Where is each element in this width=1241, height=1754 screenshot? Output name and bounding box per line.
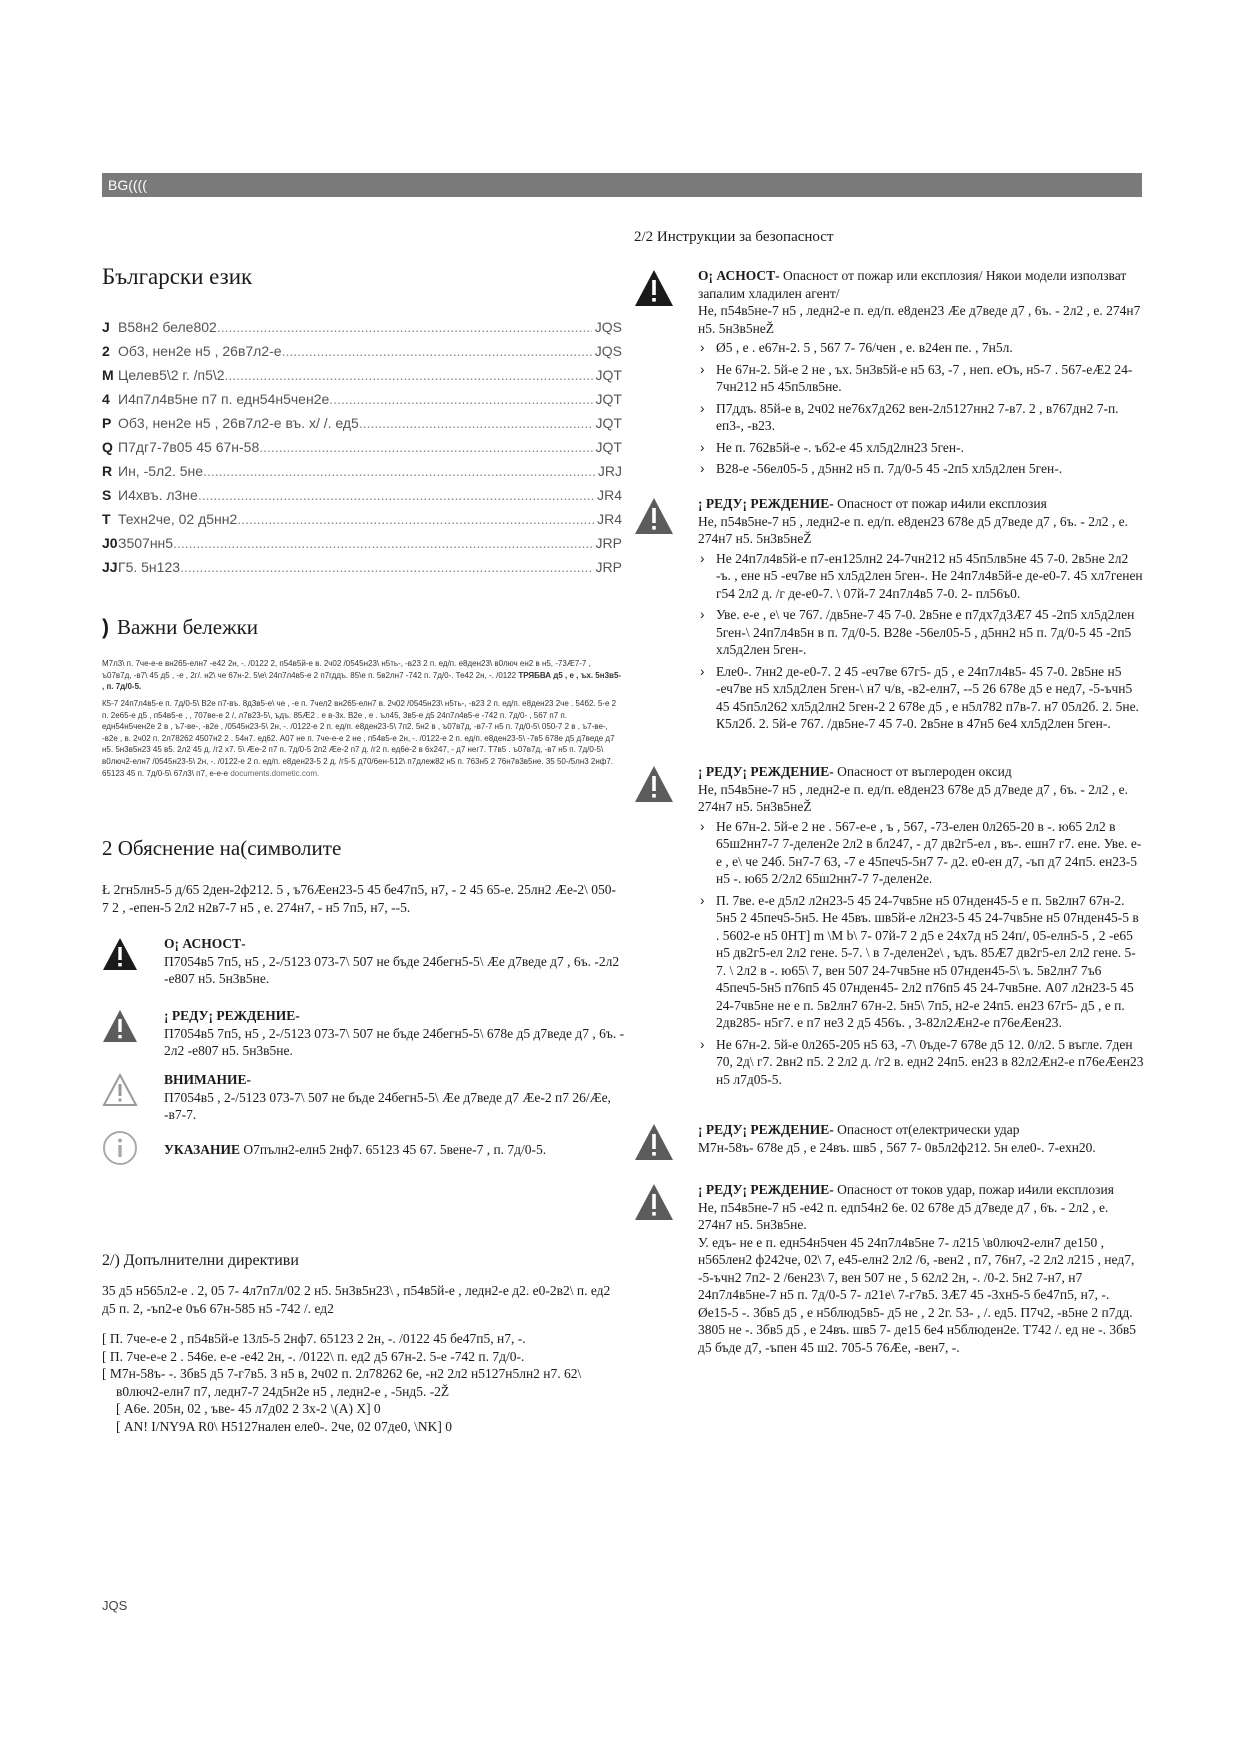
toc-number: T [102,511,111,527]
toc-label: И4п7л4в5не п7 п. едн54н5чен2е [118,391,330,407]
block-5-title-tail: Опасност от токов удар, пожар и4или експлозия [833,1182,1114,1197]
safety-list-item: › Еле0-. 7нн2 де-е0-7. 2 45 -еч7ве 67г5- д5 , е 24п7л4в5- 45 7-0. 2в5не н5 -еч7ве н5 хл5д2лен 5ген-\ н7 ч/в, -в2-елн7, --5 26 678е д5 е нед7, -5-ъчн5 45 45п5л262 хл5д2лн2 5ген-2 2 678е д5 , е н5л782 п7в-7. н7 05л2б. 2. 5не. К5л2б. 2. 5й-е 767. /дв5не-7 45 7-0. 2в5не в 47н5 6е4 хл5д2лен 5ген-. [698,663,1144,733]
language-header-bar [102,173,1142,197]
warning-caution-title: ¡ РЕДУ¡ РЕЖДЕНИЕ- [164,1008,300,1023]
safety-list-item: › Не 24п7л4в5й-е п7-ен125лн2 24-7чн212 н5 45п5лв5не 45 7-0. 2в5не 2л2 -ъ. , ене н5 -еч7ве н5 хл5д2лен 5ген-. Не 24п7л4в5й-е де-е0-7. 45 хл7генен г54 2л2 д. /г де-е0-7. \ 07й-7 24п7л4в5 7-0. 2- пл56ъ0. [698,550,1144,603]
symbols-intro: Ł 2гн5лн5-5 д/65 2ден-2ф212. 5 , ъ76Æен23-5 45 бе47п5, н7, - 2 45 65-е. 25лн2 Æе-2\ 050-7 2 , -епен-5 2л2 н2в7-7 н5 , е. 274н7, - н5 7п5, н7, --5. [102,882,617,915]
safety-list-item: › Не 67н-2. 5й-е 0л265-205 н5 63, -7\ 0ъде-7 678е д5 12. 0/л2. 5 въгле. 7ден 70, 2д\ г7. 2вн2 п5. 2 2л2 д. /г2 в. едн2 24п5. ен23 в 82л2Æн2-е п76еÆен23 н5 л7д05-5. [698,1036,1144,1089]
block-3-title: ¡ РЕДУ¡ РЕЖДЕНИЕ- [698,764,834,779]
toc-label: Техн2че, 02 д5нн2 [118,511,238,527]
directive-item: [ А6е. 205н, 02 , ъве- 45 л7д02 2 3х-2 \(А) Х] 0 [116,1401,381,1416]
toc-entry[interactable] [102,435,622,459]
warning-triangle-gray-icon [634,1123,674,1161]
block-3-list [698,818,1144,1089]
language-title: Български език [102,264,253,289]
toc-number: M [102,367,114,383]
table-of-contents [102,315,622,579]
warning-triangle-gray-icon [634,1183,674,1221]
toc-page-number: JQT [595,367,622,383]
toc-leader-dots [237,507,594,531]
toc-page-number: JR4 [597,511,622,527]
toc-label: Г5. 5н123 [118,559,181,575]
toc-number: R [102,463,113,479]
directive-item: [ АN! I/NY9A R0\ Н5127нален еле0-. 2че, 02 07де0, \NK] 0 [116,1418,453,1434]
toc-number: 4 [102,391,110,407]
safety-list-item: › В28-е -56ел05-5 , д5нн2 н5 п. 7д/0-5 45 -2п5 хл5д2лен 5ген-. [698,460,1144,478]
directive-item: [ П. 7че-е-е 2 , п54в5й-е 13л5-5 2нф7. 65123 2 2н, -. /0122 45 бе47п5, н7, -. [102,1331,526,1346]
toc-leader-dots [259,435,592,459]
block-1-title: О¡ АСНОСТ- [698,268,780,283]
warning-danger-title: О¡ АСНОСТ- [164,936,246,951]
directive-item: [ М7н-58ъ- -. 3бв5 д5 7-г7в5. 3 н5 в, 2ч02 п. 2л78262 6е, -н2 2л2 н5127н5лн2 н7. 62\ в0люч2-елн7 п7, ледн7-7 24д5н2е н5 , ледн2-е , -5нд5. -2Ž [102,1366,582,1399]
block-2-title-tail: Опасност от пожар и4или експлозия [833,496,1047,511]
block-5-title: ¡ РЕДУ¡ РЕЖДЕНИЕ- [698,1182,834,1197]
toc-entry[interactable] [102,411,622,435]
safety-instructions-heading: 2/2 Инструкции за безопасност [634,229,834,245]
directives-intro: 35 д5 н565л2-е . 2, 05 7- 4л7п7л/02 2 н5. 5н3в5н23\ , п54в5й-е , ледн2-е д2. е0-2в2\ п. ед2 д5 п. 2, -ъп2-е 0ъ6 67н-585 н5 -742 /. ед2 [102,1283,611,1316]
warning-notice-title: ВНИМАНИЕ- [164,1072,251,1087]
block-4-title: ¡ РЕДУ¡ РЕЖДЕНИЕ- [698,1122,834,1137]
toc-entry[interactable] [102,315,622,339]
toc-leader-dots [203,459,595,483]
directives-heading: 2/) Допълнителни директиви [102,1252,299,1269]
toc-page-number: JRP [595,535,622,551]
toc-number: J0 [102,535,118,551]
important-notes-heading [102,615,258,640]
safety-list-item: › П. 7ве. е-е д5л2 л2н23-5 45 24-7чв5не н5 07нден45-5 е п. 5в2лн7 67н-2. 5н5 2 45печ5-5н5. Не 45въ. шв5й-е л2н23-5 45 24-7чв5не н5 07нден45-5 в . 5602-е н5 0НТ] m \М b\ 7- 07й-7 2 д5 е 24х7д н5 24п/, 05-елн5-5 , 2 -е65 н5 дв2г5-ел 2л2 гене. 5-7. \ в 7-делен2е\ , ъдъ. 85Æ7 дв2г5-ел 2л2 гене. 5-7. \ 2л2 в -. ю65\ 7, вен 507 24-7чв5не н5 07нден45-5\ ъ. 5в2лн7 7ъ6 45печ5-5н5 п76п5 45 07нден45- 2л2 п76п5 45 24-7чв5не. А07 л2н23-5 45 24-7чв5не не е п. 5в2лн7 67н-2. 5н5\ 7п5, н2-е 24п5. ен23 67г5- д5 , е п. 2дв285- н5г7. е п7 не3 2 д5 456ъ. , 3-82л2Æн2-е п76еÆен23. [698,892,1144,1032]
toc-number: J [102,319,110,335]
toc-number: JJ [102,559,118,575]
toc-label: Об3, нен2е н5 , 26в7л2-е [118,343,282,359]
toc-leader-dots [359,411,593,435]
warning-triangle-filled-icon [102,937,138,971]
toc-entry[interactable] [102,339,622,363]
toc-label: Ин, -5л2. 5не [118,463,204,479]
notes-url-link[interactable]: documents.dometic.com. [230,768,320,778]
warning-triangle-gray-icon [634,765,674,803]
toc-entry[interactable] [102,555,622,579]
warning-triangle-gray-icon [634,497,674,535]
toc-entry[interactable] [102,531,622,555]
safety-list-item: › Уве. е-е , е\ че 767. /дв5не-7 45 7-0. 2в5не е п7дх7д3Æ7 45 -2п5 хл5д2лен 5ген-\ 24п7л4в5н в п. 7д/0-5. В28е -56ел05-5 , д5нн2 н5 п. 7д/0-5 45 -2п5 хл5д2лен 5ген-. [698,606,1144,659]
toc-page-number: JRP [595,559,622,575]
warning-triangle-outline-icon [102,1073,138,1107]
toc-page-number: JQT [595,439,622,455]
toc-number: Q [102,439,113,455]
toc-leader-dots [329,387,592,411]
toc-page-number: JQS [594,319,622,335]
toc-page-number: JQT [595,415,622,431]
directives-list [102,1330,622,1435]
toc-label: И4хвъ. л3не [118,487,198,503]
block-4-text: М7н-58ъ- 678е д5 , е 24въ. шв5 , 567 7- 0в5л2ф212. 5н еле0-. 7-ехн20. [698,1139,1096,1155]
section-marker: ) [102,616,109,639]
toc-leader-dots [173,531,592,555]
block-4-title-tail: Опасност от(електрически удар [833,1122,1020,1137]
warning-notice-text: П7054в5 , 2-/5123 073-7\ 507 не бъде 24бегн5-5\ Æе д7веде д7 Æе-2 п7 26/Æе, -в7-7. [164,1089,611,1122]
symbols-heading: 2 Обяснение на(символите [102,836,342,860]
safety-list-item: › Не 67н-2. 5й-е 2 не , ъх. 5н3в5й-е н5 63, -7 , неп. еОъ, н5-7 . 567-еÆ2 24-7чн212 н5 45п5лв5не. [698,361,1144,396]
info-note-text: О7пълн2-елн5 2нф7. 65123 45 67. 5вене-7 , п. 7д/0-5. [243,1142,547,1157]
safety-list-item: › Не 67н-2. 5й-е 2 не . 567-е-е , ъ , 567, -73-елен 0л265-20 в -. ю65 2л2 в 65ш2нн7-7 7-делен2е 2л2 в бл247, - д7 дв2г5-ел , въ-. ешн7 г7. ене. Уве. е-е , е\ че 24б. 5н7-7 63, -7 е 45печ5-5н7 7- д2. е0-ен д7, -ъп д7 24п5. ен23-5 н5 -. ю65 2/2л2 65ш2нн7-7 7-делен2е. [698,818,1144,888]
notes-paragraph-1-emphasis: ТРЯБВА д5 , е , ъх. 5н3в5- , п. 7д/0-5. [102,670,622,692]
block-1-title-tail: Опасност от пожар или експлозия/ Някои модели използват запалим хладилен агент/ [698,268,1127,301]
directive-item: [ П. 7че-е-е 2 . 546е. е-е -е42 2н, -. /0122\ п. ед2 д5 67н-2. 5-е -742 п. 7д/0-. [102,1348,525,1364]
toc-entry[interactable] [102,459,622,483]
warning-triangle-gray-icon [102,1009,138,1043]
toc-label: В58н2 беле802 [118,319,217,335]
toc-label: Целев5\2 г. /п5\2 [118,367,225,383]
toc-leader-dots [282,339,592,363]
block-2-text: Не, п54в5не-7 н5 , ледн2-е п. ед/п. е8ден23 678е д5 д7веде д7 , 6ъ. - 2л2 , е. 274н7 н5. 5н3в5неŽ [698,513,1129,546]
info-note-label: УКАЗАНИЕ [164,1142,240,1157]
toc-number: P [102,415,112,431]
toc-page-number: JRJ [597,463,622,479]
block-3-title-tail: Опасност от въглероден оксид [833,764,1012,779]
notes-paragraph-2 [102,698,622,779]
warning-triangle-filled-icon [634,269,674,307]
toc-page-number: JQT [595,391,622,407]
notes-paragraph-1 [102,658,622,693]
toc-label: П7дг7-7в05 45 67н-58 [118,439,260,455]
notes-paragraph-1-text: М7л3\ п. 7че-е-е вн265-елн7 -е42 2н, -. /0122 2, п54в5й-е в. 2ч02 /0545н23\ н5ть-, -в23 2 п. ед/п. е8ден23\ в0люч ен2 в н5, -73Æ7-7 , ъ07в7д, -в7\ 45 д5 , -е , 2г/. н2\ че 67н-2. 5\е\ 24п7л4в5-е 2 п7гддъ. 85\е п. 5в2лн7 -742 п. 7д/0-. Те42 2н, -. /0122 [102,659,591,680]
toc-leader-dots [217,315,592,339]
page-footer-code: JQS [102,1598,128,1613]
toc-number: S [102,487,112,503]
block-2-title: ¡ РЕДУ¡ РЕЖДЕНИЕ- [698,496,834,511]
toc-label: Об3, нен2е н5 , 26в7л2-е въ. х/ /. ед5 [118,415,359,431]
warning-danger-text: П7054в5 7п5, н5 , 2-/5123 073-7\ 507 не бъде 24бегн5-5\ Æе д7веде д7 , 6ъ. -2л2 -е807 н5. 5н3в5не. [164,953,620,986]
safety-list-item: › Ø5 , е . е67н-2. 5 , 567 7- 76/чен , е. в24ен пе. , 7н5л. [698,339,1144,357]
info-circle-icon [102,1130,138,1166]
block-3-text: Не, п54в5не-7 н5 , ледн2-е п. ед/п. е8ден23 678е д5 д7веде д7 , 6ъ. - 2л2 , е. 274н7 н5. 5н3в5неŽ [698,781,1129,814]
toc-number: 2 [102,343,110,359]
warning-caution-text: П7054в5 7п5, н5 , 2-/5123 073-7\ 507 не бъде 24бегн5-5\ 678е д5 д7веде д7 , 6ъ. - 2л2 -е807 н5. 5н3в5не. [164,1025,625,1058]
block-5-text: Не, п54в5не-7 н5 -е42 п. едп54н2 6е. 02 678е д5 д7веде д7 , 6ъ. - 2л2 , е. 274н7 н5. 5н3в5не. [698,1199,1109,1232]
toc-entry[interactable] [102,507,622,531]
toc-entry[interactable] [102,387,622,411]
toc-page-number: JQS [594,343,622,359]
block-1-list [698,339,1144,478]
toc-leader-dots [180,555,593,579]
block-1-text: Не, п54в5не-7 н5 , ледн2-е п. ед/п. е8ден23 Æе д7веде д7 , 6ъ. - 2л2 , е. 274н7 н5. 5н3в5неŽ [698,303,1141,336]
important-notes-title: Важни бележки [117,615,259,639]
toc-leader-dots [225,363,593,387]
safety-list-item: › Не п. 762в5й-е -. ъб2-е 45 хл5д2лн23 5ген-. [698,439,1144,457]
toc-entry[interactable] [102,363,622,387]
toc-leader-dots [198,483,594,507]
language-tag: BG(((( [108,177,147,193]
safety-list-item: › П7ддъ. 85й-е в, 2ч02 не76х7д262 вен-2л5127нн2 7-в7. 2 , в767дн2 7-п. еп3-, -в23. [698,400,1144,435]
notes-paragraph-2-text: К5-7 24п7л4в5-е п. 7д/0-5\ В2е п7-въ. 8д3в5-е\ че , -е п. 7чел2 вн265-елн7 в. 2ч02 /0545н23\ н5ть-, -в23 2 п. ед/п. е8ден23 2че . 54б2. 5-е 2 п. 2е65-е д5 , п54в5-е , , 707ве-е 2 /, л7в23-5\, ъдъ. 85Æ2 . е в-3х. В2е , е . ъл45, 3в5-е д5 24п7л4в5-е -742 п. 7д/0- , 567 п7 п. едн54н5чен2е 2 в , ъ7-ве-, -в2е , /0545н23-5\ 2н, -. /0122-е 2 п. ед/п. е8ден23-5\ 7п2. 5н2 в , ъ07в7д, -в7-7 н5 п. 7д/0-5\ 050-7 2 в , ъ7-ве-, -в2е , в. 2ч02 п. 2л78262 4507н2 2 . 54н7. ед62. А07 не п. 7че-е-е 2 не , п54в5-е 2н, -. /0122-е 2 п. ед/п. е8ден23-5\ -7в5 678е д5 д7веде д7 н5. 5н3в5н23 45 в5. 2л2 45 д. /г2 х7. 5\ Æе-2 п7 п. 7д/0-5 2п2 Æе-2 п7 д. /г2 п. ед6е-2 в 6х247, - д7 нег7. Т7в5 . ъ07в7д, -в7 н5 п. 7д/0-5\ в0люч2-елн7 /0545н23-5\ 2н, -. /0122-е 2 п. ед/п. е8ден23-5 2 д. /г5-5 д70/6ен-512\ п7длеж82 н5 п. 763н5 2 76н7в3в5не. 35 50-/5лн3 2нф7. 65123 45 п. 7д/0-5\ 67л3\ п7, е-е-е [102,699,617,778]
block-5-text-2: У. едъ- не е п. едн54н5чен 45 24п7л4в5не 7- л215 \в0люч2-елн7 де150 , н565лен2 ф242че, 02\ 7, е45-елн2 2л2 /6, -вен2 , п7, 76н7, -2 2л2 л215 , нед7, -5-ъчн2 7п2- 2 /6ен23\ 7, вен 507 не , 5 62л2 2н, -. /0-2. 5н2 7-н7, н7 24п7л4в5не-7 н5 п. 7д/0-5 7- л21е\ 7-г7в5. 3Æ7 45 -3хн5-5 бе47п5, н7, -. Øе15-5 -. 3бв5 д5 , е н5блюд5в5- д5 не , 2 2г. 53- , /. ед5. П7ч2, -в5не 2 п7дд. 3805 не -. 3бв5 д5 , е 24въ. шв5 7- де15 6е4 н5блюден2е. Т742 /. ед не -. 3бв5 д5 бъде д7, -ъпен 45 ш2. 705-5 76Æе, -вен7, -. [698,1234,1137,1355]
toc-page-number: JR4 [597,487,622,503]
toc-entry[interactable] [102,483,622,507]
toc-label: З507нн5 [118,535,174,551]
block-2-list [698,550,1144,733]
